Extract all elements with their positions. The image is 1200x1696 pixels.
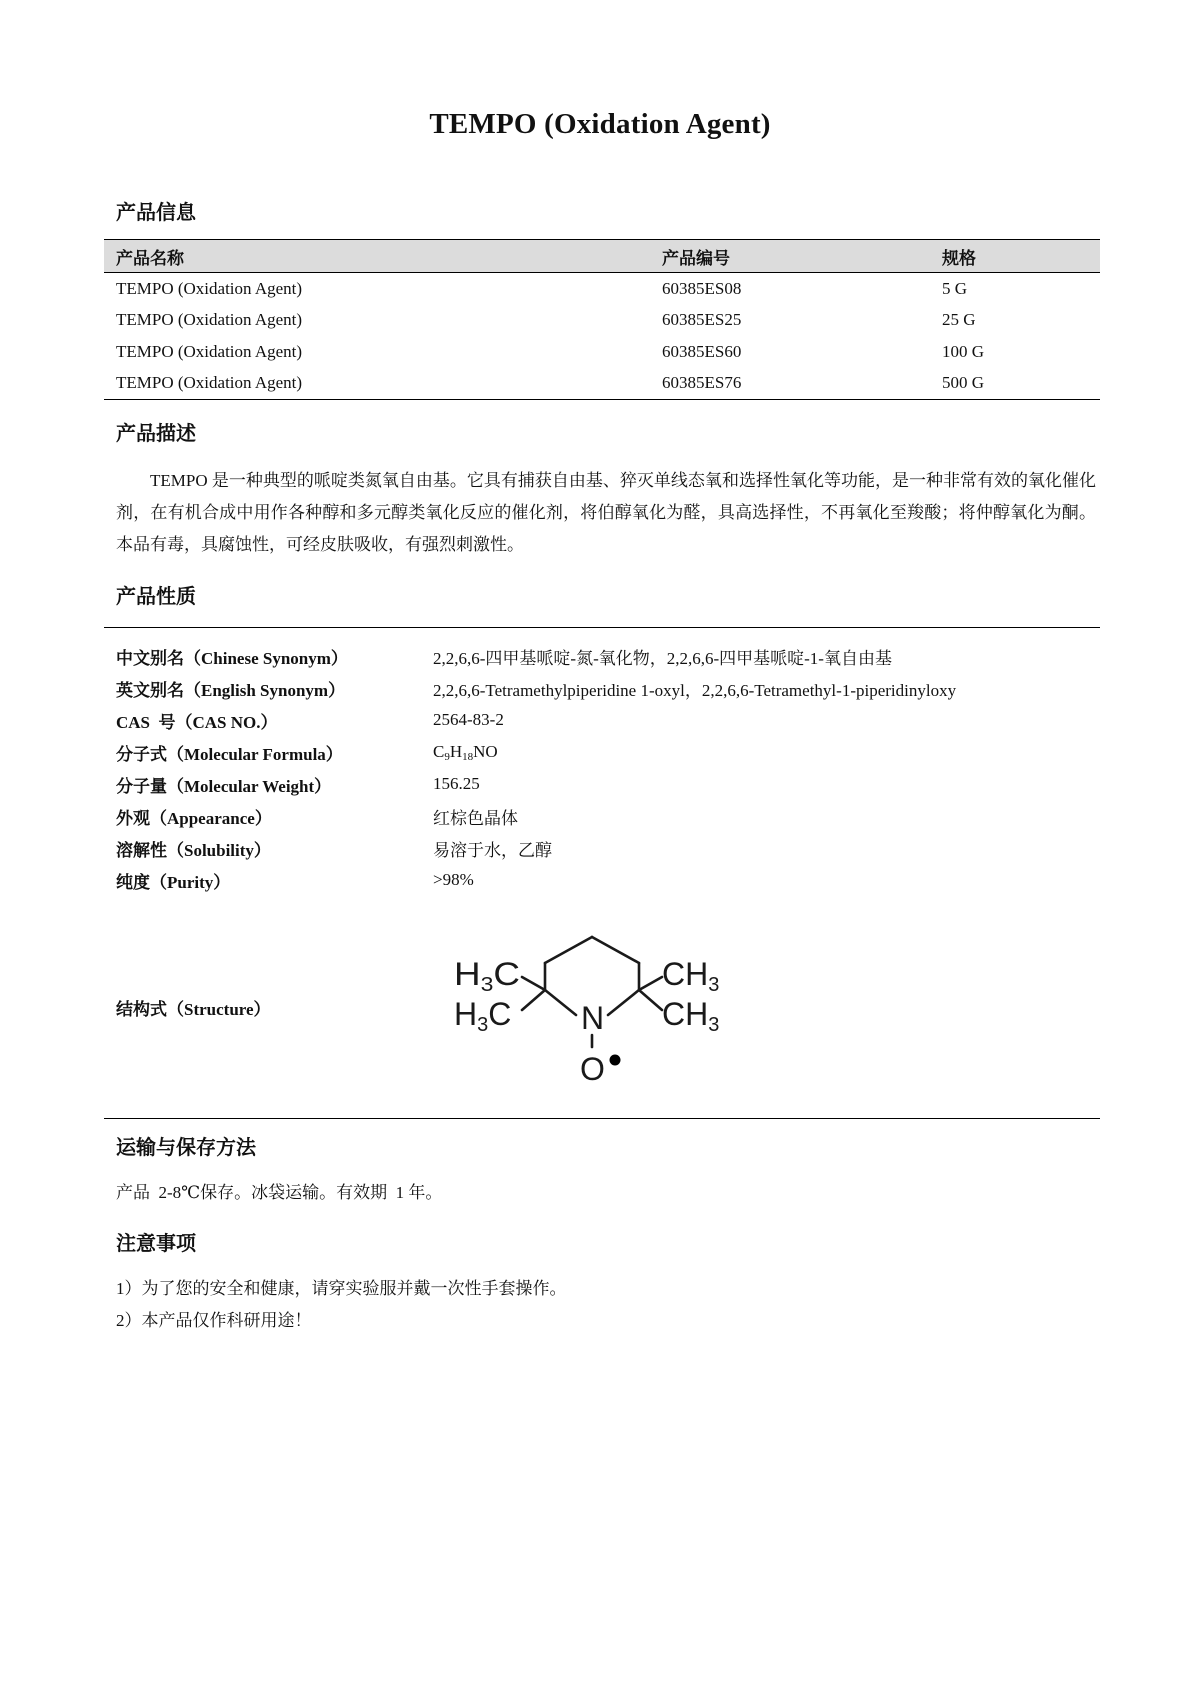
property-value: 易溶于水，乙醇 (433, 840, 552, 860)
table-cell: 60385ES60 (662, 341, 742, 361)
structure-label: 结构式（Structure） (116, 1000, 271, 1019)
table-row (104, 305, 1100, 337)
property-row-english-synonym (116, 672, 1100, 704)
property-value: 红棕色晶体 (433, 808, 518, 828)
table-row (104, 368, 1100, 400)
ch3-upper-label: CH3 (662, 956, 720, 996)
bond-line (639, 990, 662, 1010)
property-row-weight (116, 768, 1100, 800)
table-cell: 25 G (942, 310, 976, 330)
bond-line (522, 977, 545, 990)
table-row (104, 273, 1100, 305)
bond-line (545, 937, 592, 963)
property-row-chinese-synonym (116, 640, 1100, 672)
table-row (104, 336, 1100, 368)
property-label: 英文别名（English Synonym） (116, 680, 346, 700)
table-cell: TEMPO (Oxidation Agent) (116, 310, 303, 330)
property-value: 156.25 (433, 774, 480, 793)
table-cell: 5 G (942, 278, 968, 298)
bond-line (522, 990, 545, 1010)
property-label: 溶解性（Solubility） (116, 840, 271, 860)
document-title: TEMPO (Oxidation Agent) (429, 108, 771, 140)
property-row-purity (116, 864, 1100, 896)
product-table (104, 239, 1100, 400)
nitrogen-atom-label: N (581, 1000, 605, 1036)
property-row-cas (116, 704, 1100, 736)
section-heading-product-properties: 产品性质 (116, 586, 196, 608)
product-description-paragraph: TEMPO 是一种典型的哌啶类氮氧自由基。它具有捕获自由基、猝灭单线态氧和选择性氧化等功能，是一种非常有效的氧化催化剂，在有机合成中用作各种醇和多元醇类氧化反应的催化剂，将伯醇氧化为醛，具高选择性，不再氧化至羧酸；将仲醇氧化为酮。本品有毒，具腐蚀性，可经皮肤吸收，有强烈刺激性。 (116, 471, 1096, 554)
table-header-cell: 规格 (942, 248, 976, 268)
note-item: 1）为了您的安全和健康，请穿实验服并戴一次性手套操作。 (116, 1279, 567, 1298)
table-cell: 60385ES76 (662, 373, 742, 393)
ch3-lower-label: CH3 (662, 996, 720, 1036)
property-value: 2,2,6,6-Tetramethylpiperidine 1-oxyl，2,2,6,6-Tetramethyl-1-piperidinyloxy (433, 680, 957, 700)
h3c-upper-label: H 3C (454, 956, 517, 996)
property-value: >98% (433, 870, 474, 889)
molecular-formula: $C_9H_{18}NO$ (433, 742, 498, 763)
bond-line (545, 990, 576, 1015)
property-row-formula (116, 736, 1100, 768)
table-cell: 60385ES08 (662, 278, 742, 298)
property-label: CAS 号（CAS NO.） (116, 712, 278, 732)
bond-line (639, 977, 662, 990)
property-label: 中文别名（Chinese Synonym） (116, 648, 348, 668)
table-cell: 500 G (942, 373, 985, 393)
table-header-cell: 产品名称 (116, 248, 184, 268)
property-label: 分子量（Molecular Weight） (116, 776, 332, 796)
property-value: 2564-83-2 (433, 710, 504, 729)
property-row-solubility (116, 832, 1100, 864)
property-label: 分子式（Molecular Formula） (116, 744, 343, 764)
property-row-appearance (116, 800, 1100, 832)
section-heading-product-info: 产品信息 (116, 202, 196, 224)
bond-line (592, 937, 639, 963)
section-divider (104, 1118, 1100, 1119)
section-divider (104, 627, 1100, 628)
property-label: 外观（Appearance） (116, 808, 272, 828)
storage-text: 产品 2-8℃保存。冰袋运输。有效期 1 年。 (116, 1183, 443, 1202)
tempo-structure-diagram (440, 915, 760, 1095)
section-heading-transport-storage: 运输与保存方法 (116, 1137, 256, 1159)
table-header-row (104, 240, 1100, 273)
property-label: 纯度（Purity） (116, 872, 231, 892)
table-cell: 100 G (942, 341, 985, 361)
table-cell: TEMPO (Oxidation Agent) (116, 278, 303, 298)
property-value: 2,2,6,6-四甲基哌啶-氮-氧化物，2,2,6,6-四甲基哌啶-1-氧自由基 (433, 648, 892, 668)
table-cell: TEMPO (Oxidation Agent) (116, 341, 303, 361)
section-heading-notes: 注意事项 (116, 1233, 196, 1255)
table-cell: 60385ES25 (662, 310, 742, 330)
radical-dot-icon (610, 1055, 621, 1066)
section-heading-product-description: 产品描述 (116, 423, 196, 445)
bond-line (608, 990, 639, 1015)
h3c-lower-label: H3C (454, 996, 512, 1036)
oxygen-atom-label: O (580, 1051, 605, 1087)
properties-list (116, 640, 1100, 896)
table-header-cell: 产品编号 (662, 248, 730, 268)
note-item: 2）本产品仅作科研用途！ (116, 1311, 312, 1330)
table-cell: TEMPO (Oxidation Agent) (116, 373, 303, 393)
